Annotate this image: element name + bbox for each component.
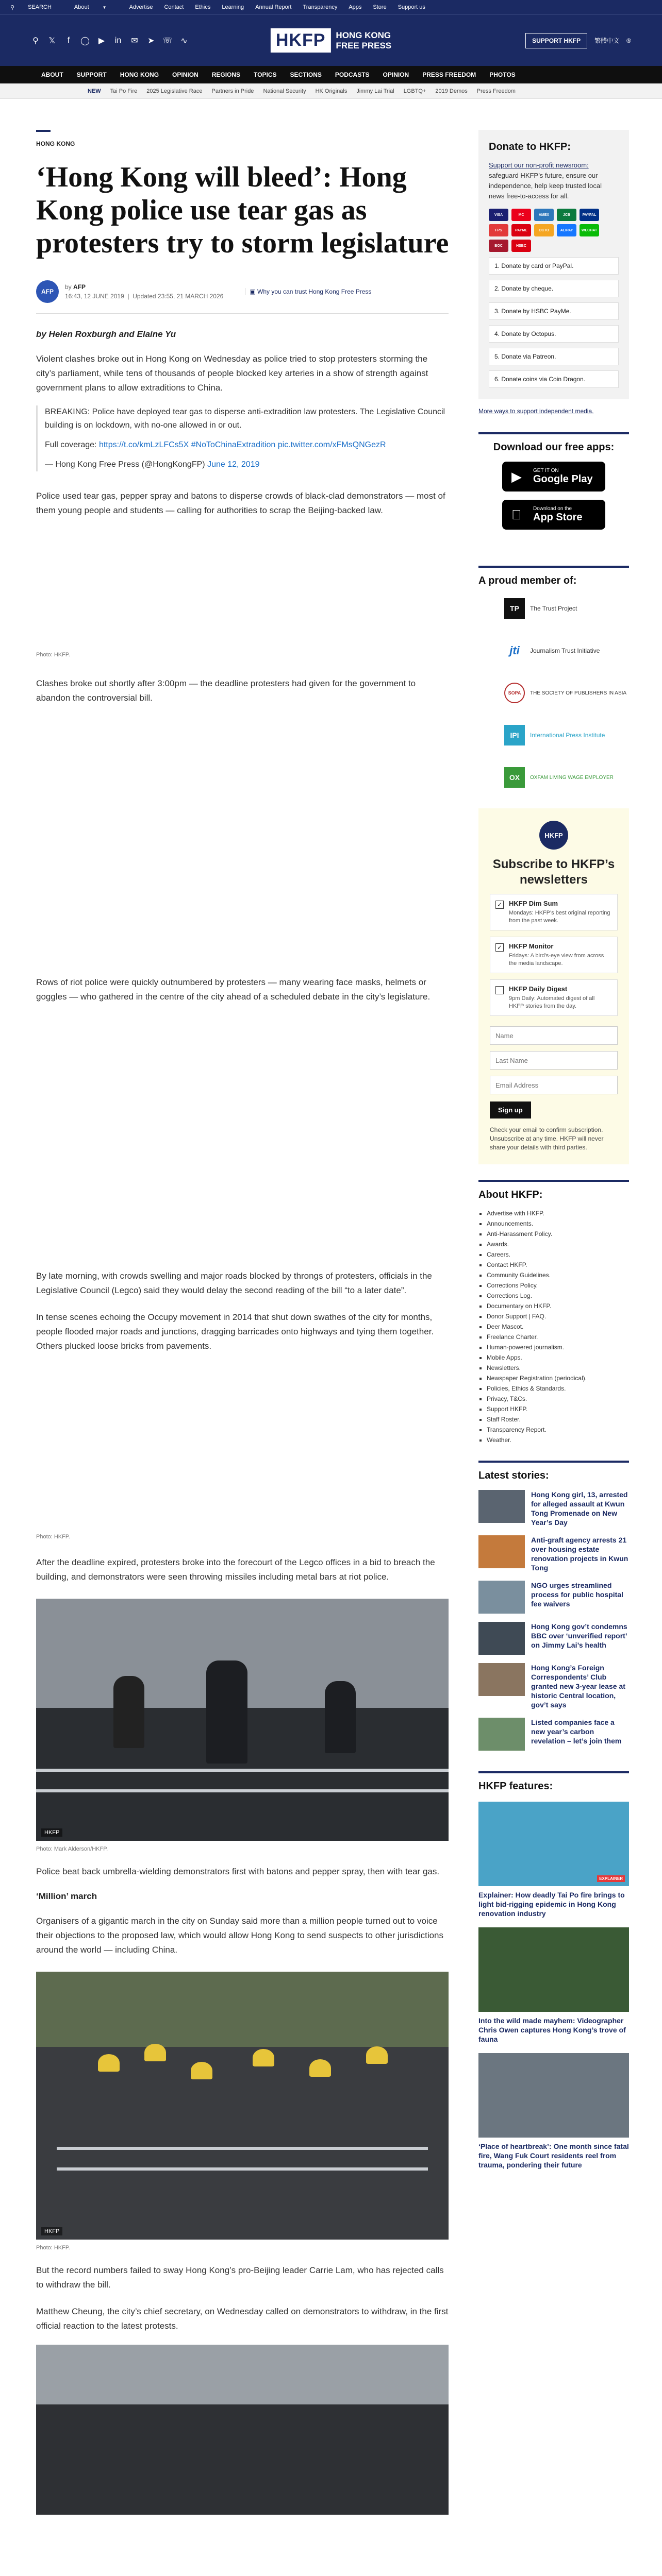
about-section bbox=[478, 1180, 629, 1445]
utility-bar bbox=[0, 0, 662, 14]
photo-credit: Photo: HKFP. bbox=[36, 652, 70, 658]
nav-press-freedom[interactable]: PRESS FREEDOM bbox=[422, 71, 476, 78]
more-ways-link[interactable]: More ways to support independent media. bbox=[478, 408, 594, 415]
trending-item[interactable]: Tai Po Fire bbox=[110, 88, 138, 94]
paragraph: Police beat back umbrella-wielding demonstrators first with batons and pepper spray, then with tear gas. bbox=[36, 1867, 440, 1876]
trending-item[interactable]: Press Freedom bbox=[476, 88, 516, 94]
story-thumbnail bbox=[478, 1718, 525, 1751]
oxfam-logo: OX bbox=[504, 767, 525, 788]
trending-item[interactable]: LGBTQ+ bbox=[403, 88, 426, 94]
feature-image bbox=[478, 1927, 629, 2012]
why-trust-link[interactable]: ▣ Why you can trust Hong Kong Free Press bbox=[245, 288, 371, 295]
about-link[interactable]: ▪ Policies, Ethics & Standards. bbox=[487, 1383, 629, 1394]
article-photo-riot-police[interactable] bbox=[36, 1599, 449, 1841]
story-thumbnail bbox=[478, 1490, 525, 1523]
rss-icon[interactable]: ∿ bbox=[180, 36, 188, 45]
trending-item[interactable]: Jimmy Lai Trial bbox=[356, 88, 394, 94]
utility-contact[interactable]: Contact bbox=[164, 4, 184, 10]
jti-logo: jti bbox=[509, 644, 520, 657]
paragraph: Violent clashes broke out in Hong Kong on Wednesday as police tried to stop protesters storming the city’s parliament, while tens of thousands of people blocked key arteries in a show of strength against government plans to allow extraditions to China. bbox=[36, 354, 428, 393]
about-link[interactable]: ▪ Newspaper Registration (periodical). bbox=[487, 1373, 629, 1383]
photo-barrier bbox=[36, 1769, 449, 1772]
mail-icon[interactable]: ✉ bbox=[131, 36, 138, 45]
author-avatar[interactable]: AFP bbox=[36, 280, 59, 303]
about-link[interactable]: ▪ Privacy, T&Cs. bbox=[487, 1394, 629, 1404]
author-name[interactable]: AFP bbox=[73, 283, 86, 291]
logo-mark: HKFP bbox=[271, 28, 331, 53]
embed-placeholder bbox=[36, 518, 449, 647]
newsletter-box bbox=[478, 808, 629, 1164]
checkbox-unchecked[interactable] bbox=[495, 986, 504, 994]
alipay-icon: ALIPAY bbox=[557, 224, 576, 236]
whatsapp-icon[interactable]: ☏ bbox=[162, 36, 173, 45]
newsletter-option-daily-digest[interactable]: HKFP Daily Digest 9pm Daily: Automated digest of all HKFP stories from the day. bbox=[490, 979, 618, 1016]
checkbox-checked[interactable]: ✓ bbox=[495, 943, 504, 952]
photo-barrier bbox=[57, 2167, 428, 2171]
apps-title: Download our free apps: bbox=[478, 432, 629, 453]
apple-icon bbox=[511, 507, 522, 523]
jcb-icon: JCB bbox=[557, 209, 576, 221]
instagram-icon[interactable]: ◯ bbox=[80, 36, 90, 45]
search-icon: ⚲ bbox=[10, 4, 15, 11]
photo-officer bbox=[113, 1676, 144, 1748]
payment-methods bbox=[489, 209, 619, 252]
photo-crowd bbox=[36, 2404, 449, 2515]
utility-about[interactable]: About ▼ bbox=[74, 4, 107, 10]
feature-story[interactable]: Into the wild made mayhem: Videographer Chris Owen captures Hong Kong’s trove of fauna bbox=[478, 1927, 629, 2044]
newsletter-option-monitor[interactable]: ✓ HKFP Monitor Fridays: A bird's-eye view from across the media landscape. bbox=[490, 937, 618, 973]
newsletter-title: Subscribe to HKFP’s newsletters bbox=[492, 857, 615, 887]
story-thumbnail bbox=[478, 1622, 525, 1655]
about-link[interactable]: ▪ Donor Support | FAQ. bbox=[487, 1311, 629, 1321]
logo-wordmark: HONG KONG FREE PRESS bbox=[336, 30, 392, 50]
photo-credit: Photo: HKFP. bbox=[36, 1534, 70, 1540]
chevron-down-icon: ▼ bbox=[102, 5, 107, 10]
trending-bar bbox=[0, 83, 662, 99]
trending-item[interactable]: HK Originals bbox=[315, 88, 347, 94]
member-ipi[interactable]: IPI International Press Institute bbox=[504, 725, 629, 745]
story-thumbnail bbox=[478, 1663, 525, 1696]
registered-mark: ® bbox=[626, 37, 631, 44]
donate-title: Donate to HKFP: bbox=[489, 141, 571, 152]
site-header bbox=[0, 14, 662, 66]
about-link[interactable]: ▪ Freelance Charter. bbox=[487, 1332, 629, 1342]
donate-option-cheque[interactable]: 2. Donate by cheque. bbox=[489, 280, 619, 297]
tweet-link[interactable]: https://t.co/kmLzLFCs5X #NoToChinaExtradition pic.twitter.com/xFMsQNGezR bbox=[98, 440, 386, 449]
linkedin-icon[interactable]: in bbox=[114, 36, 122, 45]
newsletter-note: Check your email to confirm subscription. Unsubscribe at any time. HKFP will never share your details with third parties. bbox=[490, 1126, 604, 1151]
photo-helmet bbox=[366, 2046, 388, 2064]
about-title: About HKFP: bbox=[478, 1180, 629, 1201]
article-title: ‘Hong Kong will bleed’: Hong Kong police use tear gas as protesters try to storm legislature bbox=[36, 161, 449, 259]
photo-background bbox=[36, 1972, 449, 2052]
utility-learning[interactable]: Learning bbox=[222, 4, 244, 10]
sidebar bbox=[478, 130, 629, 2170]
updated-date: Updated 23:55, 21 MARCH 2026 bbox=[133, 293, 224, 300]
feature-story[interactable]: ‘Place of heartbreak’: One month since fatal fire, Wang Fuk Court residents reel from trauma, pondering their future bbox=[478, 2053, 629, 2170]
chinese-site-link[interactable]: 繁體中文 bbox=[594, 37, 620, 44]
photo-helmet bbox=[253, 2049, 274, 2066]
tweet-date-link[interactable]: June 12, 2019 bbox=[207, 460, 260, 469]
about-link[interactable]: ▪ Newsletters. bbox=[487, 1363, 629, 1373]
utility-annual-report[interactable]: Annual Report bbox=[255, 4, 292, 10]
photo-barrier bbox=[57, 2147, 428, 2150]
photo-credit: Photo: Mark Alderson/HKFP. bbox=[36, 1846, 108, 1852]
feature-story[interactable]: EXPLAINER Explainer: How deadly Tai Po fire brings to light bid-rigging epidemic in Hong Kong renovation industry bbox=[478, 1802, 629, 1918]
explainer-badge: EXPLAINER bbox=[597, 1875, 625, 1882]
latest-title: Latest stories: bbox=[478, 1461, 629, 1482]
mastercard-icon: MC bbox=[511, 209, 531, 221]
member-sopa[interactable]: SOPA THE SOCIETY OF PUBLISHERS IN ASIA bbox=[504, 683, 629, 703]
boc-icon: BOC bbox=[489, 240, 508, 252]
photo-background bbox=[36, 2345, 449, 2413]
last-name-input[interactable] bbox=[490, 1051, 618, 1070]
article-meta-text: by AFP 16:43, 12 JUNE 2019 | Updated 23:55, 21 MARCH 2026 bbox=[65, 283, 224, 300]
wechat-icon: WECHAT bbox=[580, 224, 599, 236]
nav-photos[interactable]: PHOTOS bbox=[489, 71, 516, 78]
x-icon[interactable]: 𝕏 bbox=[48, 36, 56, 45]
sopa-logo: SOPA bbox=[504, 683, 525, 703]
paragraph: In tense scenes echoing the Occupy movement in 2014 that shut down swathes of the city for months, people flooded major roads and junctions, dragging barricades onto highways and tying them together. Others plucked loose bricks from pavements. bbox=[36, 1312, 434, 1351]
about-link[interactable]: ▪ Documentary on HKFP. bbox=[487, 1301, 629, 1311]
nav-topics[interactable]: TOPICS bbox=[254, 71, 277, 78]
hsbc-icon: HSBC bbox=[511, 240, 531, 252]
nav-opinion-2[interactable]: OPINION bbox=[383, 71, 409, 78]
social-links bbox=[31, 36, 189, 45]
published-date: 16:43, 12 JUNE 2019 bbox=[65, 293, 124, 300]
article-photo-protesters[interactable] bbox=[36, 1972, 449, 2240]
tweet-text: BREAKING: Police have deployed tear gas to disperse anti-extradition law protesters. The Legislative Council building is on lockdown, with no-one allowed in or out. bbox=[45, 408, 445, 430]
header-actions bbox=[525, 33, 631, 48]
paypal-icon: PAYPAL bbox=[580, 209, 599, 221]
facebook-icon[interactable]: f bbox=[67, 36, 70, 45]
first-name-input[interactable] bbox=[490, 1026, 618, 1045]
about-link[interactable]: ▪ Contact HKFP. bbox=[487, 1260, 629, 1270]
article-category[interactable]: HONG KONG bbox=[36, 140, 75, 147]
latest-story[interactable]: Hong Kong’s Foreign Correspondents’ Club granted new 3-year lease at historic Central location, gov’t says bbox=[478, 1663, 629, 1709]
trending-item[interactable]: National Security bbox=[263, 88, 306, 94]
embedded-tweet: BREAKING: Police have deployed tear gas to disperse anti-extradition law protesters. The Legislative Council building is on lockdown, with no-one allowed in or out. Full coverage: https://t.co/kmLzLFCs5X #NoToChinaExtradition pic.twitter.com/xFMsQNGezR — Hong Kong Free Press (@HongKongFP) June 12, 2019 bbox=[36, 405, 449, 471]
nav-regions[interactable]: REGIONS bbox=[211, 71, 241, 78]
utility-transparency[interactable]: Transparency bbox=[303, 4, 338, 10]
about-link[interactable]: ▪ Corrections Policy. bbox=[487, 1280, 629, 1291]
about-link[interactable]: ▪ Announcements. bbox=[487, 1218, 629, 1229]
about-link[interactable]: ▪ Human-powered journalism. bbox=[487, 1342, 629, 1352]
apps-section bbox=[478, 432, 629, 530]
about-link[interactable]: ▪ Mobile Apps. bbox=[487, 1352, 629, 1363]
latest-section bbox=[478, 1461, 629, 1751]
email-input[interactable] bbox=[490, 1076, 618, 1094]
visa-icon: VISA bbox=[489, 209, 508, 221]
paragraph: Matthew Cheung, the city’s chief secretary, on Wednesday called on demonstrators to withdraw, in the first official reaction to the latest protests. bbox=[36, 2307, 449, 2331]
donate-text: Support our non-profit newsroom: safeguard HKFP’s future, ensure our independence, help keep trusted local news free-to-access for all. bbox=[489, 161, 602, 200]
photo-watermark: HKFP bbox=[41, 1828, 62, 1837]
byline: by Helen Roxburgh and Elaine Yu bbox=[36, 329, 176, 339]
member-oxfam[interactable]: OX OXFAM LIVING WAGE EMPLOYER bbox=[504, 767, 629, 788]
utility-store[interactable]: Store bbox=[373, 4, 387, 10]
newsletter-option-dim-sum[interactable]: ✓ HKFP Dim Sum Mondays: HKFP's best original reporting from the past week. bbox=[490, 894, 618, 930]
member-trust-project[interactable]: TP The Trust Project bbox=[504, 598, 629, 619]
about-link[interactable]: ▪ Corrections Log. bbox=[487, 1291, 629, 1301]
embed-placeholder bbox=[36, 705, 449, 963]
paragraph: After the deadline expired, protesters broke into the forecourt of the Legco offices in a bid to breach the building, and demonstrators were seen throwing missiles including metal bars at riot police. bbox=[36, 1557, 435, 1582]
donate-option-payme[interactable]: 3. Donate by HSBC PayMe. bbox=[489, 302, 619, 320]
latest-story[interactable]: Hong Kong gov’t condemns BBC over ‘unverified report’ on Jimmy Lai’s health bbox=[478, 1622, 629, 1655]
main-nav bbox=[0, 66, 662, 83]
about-link[interactable]: ▪ Advertise with HKFP. bbox=[487, 1208, 629, 1218]
about-links bbox=[478, 1208, 629, 1445]
latest-story[interactable]: NGO urges streamlined process for public hospital fee waivers bbox=[478, 1581, 629, 1614]
utility-support[interactable]: Support us bbox=[398, 4, 425, 10]
photo-crowd bbox=[36, 2047, 449, 2240]
trending-item[interactable]: 2019 Demos bbox=[435, 88, 468, 94]
utility-search[interactable]: ⚲ SEARCH bbox=[10, 4, 52, 11]
app-store-button[interactable]: Download on the App Store bbox=[502, 500, 605, 530]
feature-image bbox=[478, 2053, 629, 2138]
section-subhead: ‘Million’ march bbox=[36, 1891, 97, 1901]
article-meta bbox=[36, 280, 449, 303]
payme-icon: PAYME bbox=[511, 224, 531, 236]
article-photo-crowd[interactable] bbox=[36, 2345, 449, 2515]
paragraph: Rows of riot police were quickly outnumbered by protesters — many wearing face masks, helmets or goggles — who gathered in the centre of the city ahead of a scheduled debate in the city’s legislature. bbox=[36, 977, 431, 1002]
photo-barrier bbox=[36, 1789, 449, 1792]
about-link[interactable]: ▪ Community Guidelines. bbox=[487, 1270, 629, 1280]
shield-icon: ▣ bbox=[250, 288, 256, 295]
signup-button[interactable]: Sign up bbox=[490, 1101, 531, 1118]
features-title: HKFP features: bbox=[478, 1771, 629, 1792]
category-accent bbox=[36, 130, 51, 132]
meta-divider bbox=[36, 313, 449, 314]
photo-officer bbox=[325, 1681, 356, 1753]
new-label: NEW bbox=[88, 88, 101, 94]
about-link[interactable]: ▪ Awards. bbox=[487, 1239, 629, 1249]
about-link[interactable]: ▪ Anti-Harassment Policy. bbox=[487, 1229, 629, 1239]
nav-podcasts[interactable]: PODCASTS bbox=[335, 71, 370, 78]
telegram-icon[interactable]: ➤ bbox=[147, 36, 155, 45]
paragraph: Clashes broke out shortly after 3:00pm — the deadline protesters had given for the government to abandon the controversial bill. bbox=[36, 679, 416, 703]
story-thumbnail bbox=[478, 1581, 525, 1614]
amex-icon: AMEX bbox=[534, 209, 554, 221]
nav-support[interactable]: SUPPORT bbox=[76, 71, 107, 78]
members-section bbox=[478, 566, 629, 788]
about-link[interactable]: ▪ Transparency Report. bbox=[487, 1425, 629, 1435]
youtube-icon[interactable]: ▶ bbox=[98, 36, 105, 45]
site-logo[interactable] bbox=[271, 28, 391, 53]
paragraph: By late morning, with crowds swelling and major roads blocked by throngs of protesters, officials in the Legislative Council (Legco) said they would delay the second reading of the bill “to a later date”. bbox=[36, 1271, 432, 1295]
search-icon[interactable]: ⚲ bbox=[32, 36, 39, 45]
ipi-logo: IPI bbox=[504, 725, 525, 745]
trending-item[interactable]: Partners in Pride bbox=[211, 88, 254, 94]
paragraph: Organisers of a gigantic march in the city on Sunday said more than a million people turned out to voice their objections to the proposed law, which would allow Hong Kong to send suspects to other jurisdictions around the world — including China. bbox=[36, 1916, 444, 1955]
trending-item[interactable]: 2025 Legislative Race bbox=[146, 88, 203, 94]
paragraph: But the record numbers failed to sway Hong Kong’s pro-Beijing leader Carrie Lam, who has rejected calls to withdraw the bill. bbox=[36, 2265, 444, 2290]
photo-helmet bbox=[309, 2059, 331, 2077]
utility-ethics[interactable]: Ethics bbox=[195, 4, 211, 10]
article bbox=[36, 130, 449, 2515]
feature-image bbox=[478, 1802, 629, 1886]
nav-hong-kong[interactable]: HONG KONG bbox=[120, 71, 159, 78]
about-link[interactable]: ▪ Careers. bbox=[487, 1249, 629, 1260]
about-link[interactable]: ▪ Weather. bbox=[487, 1435, 629, 1445]
embed-placeholder bbox=[36, 1353, 449, 1529]
features-section bbox=[478, 1771, 629, 2170]
donate-option-card[interactable]: 1. Donate by card or PayPal. bbox=[489, 257, 619, 275]
photo-helmet bbox=[144, 2044, 166, 2061]
photo-helmet bbox=[191, 2062, 212, 2079]
photo-helmet bbox=[98, 2054, 120, 2072]
about-link[interactable]: ▪ Staff Roster. bbox=[487, 1414, 629, 1425]
nav-about[interactable]: ABOUT bbox=[41, 71, 63, 78]
nav-sections[interactable]: SECTIONS bbox=[290, 71, 322, 78]
utility-advertise[interactable]: Advertise bbox=[129, 4, 153, 10]
members-title: A proud member of: bbox=[478, 566, 629, 587]
photo-officer bbox=[206, 1660, 247, 1764]
donate-option-octopus[interactable]: 4. Donate by Octopus. bbox=[489, 325, 619, 343]
play-store-icon: ▶ bbox=[511, 469, 522, 484]
fps-icon: FPS bbox=[489, 224, 508, 236]
utility-apps[interactable]: Apps bbox=[349, 4, 362, 10]
newsletter-logo: HKFP bbox=[539, 821, 568, 850]
google-play-button[interactable]: ▶ GET IT ON Google Play bbox=[502, 462, 605, 492]
trust-project-logo: TP bbox=[504, 598, 525, 619]
latest-story[interactable]: Listed companies face a new year’s carbon revelation – let’s join them bbox=[478, 1718, 629, 1751]
donate-box bbox=[478, 130, 629, 399]
story-thumbnail bbox=[478, 1535, 525, 1568]
photo-credit: Photo: HKFP. bbox=[36, 2245, 70, 2251]
embed-placeholder bbox=[36, 1004, 449, 1257]
latest-story[interactable]: Anti-graft agency arrests 21 over housing estate renovation projects in Kwun Tong bbox=[478, 1535, 629, 1572]
photo-watermark: HKFP bbox=[41, 2227, 62, 2235]
support-hkfp-button[interactable]: SUPPORT HKFP bbox=[525, 33, 587, 48]
about-link[interactable]: ▪ Deer Mascot. bbox=[487, 1321, 629, 1332]
paragraph: Police used tear gas, pepper spray and batons to disperse crowds of black-clad demonstrators — most of them young people and students — calling for authorities to scrap the Beijing-backed law. bbox=[36, 491, 445, 515]
tweet-signature: — Hong Kong Free Press (@HongKongFP) bbox=[45, 460, 205, 469]
member-jti[interactable]: jti Journalism Trust Initiative bbox=[504, 640, 629, 661]
donate-option-coins[interactable]: 6. Donate coins via Coin Dragon. bbox=[489, 370, 619, 388]
latest-story[interactable]: Hong Kong girl, 13, arrested for alleged assault at Kwun Tong Promenade on New Year’s Day bbox=[478, 1490, 629, 1527]
checkbox-checked[interactable]: ✓ bbox=[495, 901, 504, 909]
nav-opinion[interactable]: OPINION bbox=[172, 71, 198, 78]
donate-option-patreon[interactable]: 5. Donate via Patreon. bbox=[489, 348, 619, 365]
about-link[interactable]: ▪ Support HKFP. bbox=[487, 1404, 629, 1414]
octopus-icon: OCTO bbox=[534, 224, 554, 236]
